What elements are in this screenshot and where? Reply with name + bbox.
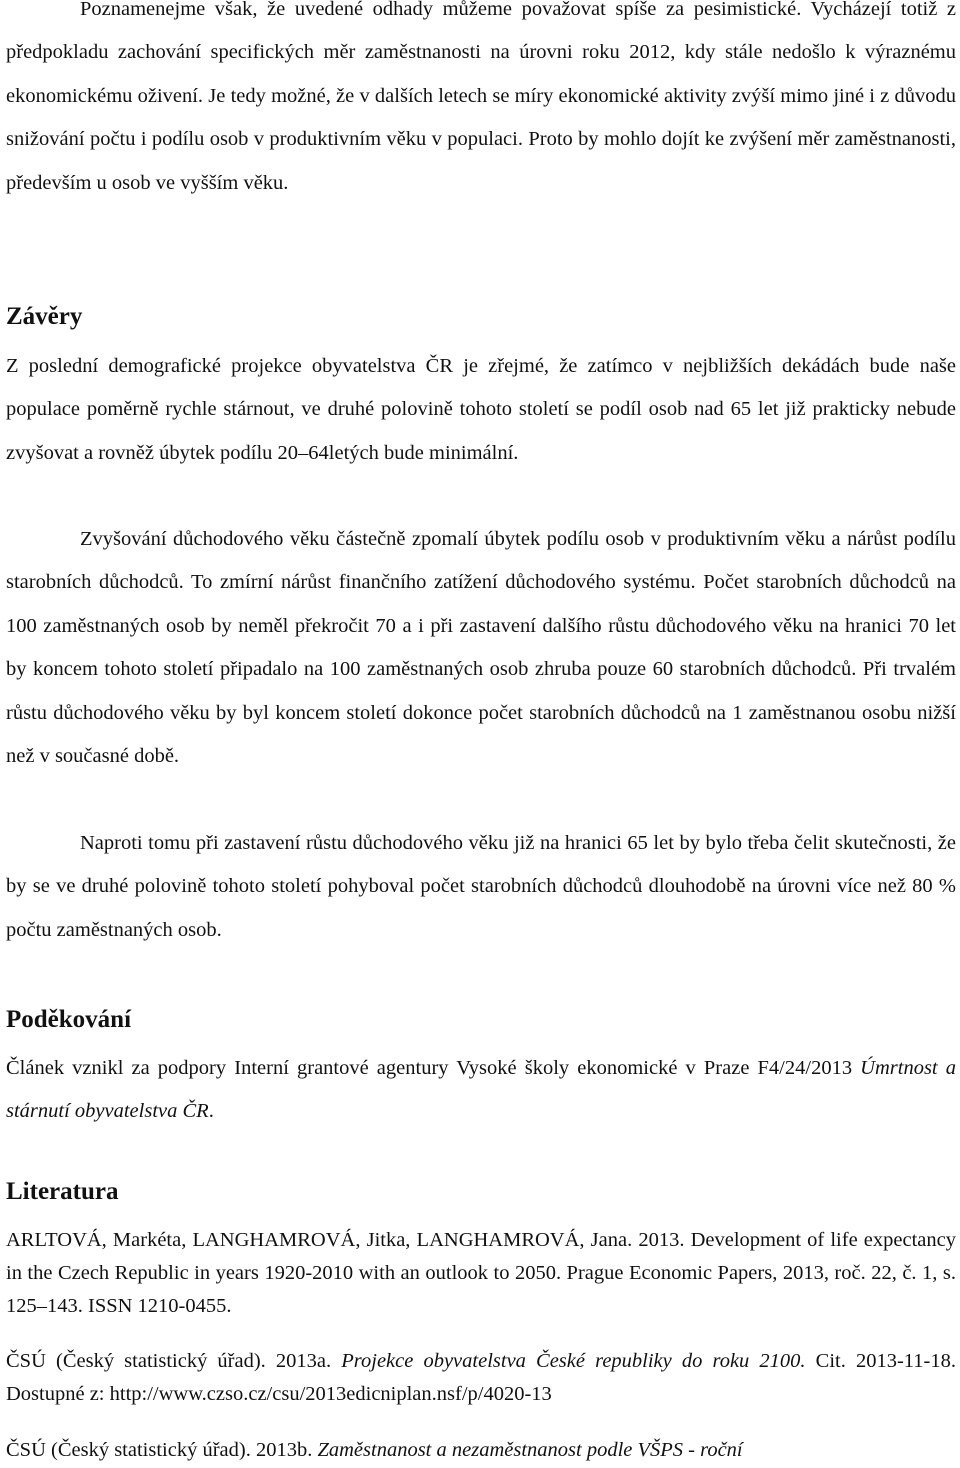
reference-text: ARLTOVÁ, Markéta, LANGHAMROVÁ, Jitka, LANGHAMROVÁ, Jana. 2013. Development of life expectancy in the Czech Republic in years 1920-2010 with an outlook to 2050. Prague Economic Papers, 2013, roč. 22, č. 1, s. 125–143. ISSN 1210-0455. [6,1229,956,1317]
intro-sentence-1: Poznamenejme však, že uvedené odhady můžeme považovat spíše za pesimistické. Vycházejí totiž z předpokladu zachování specifických měr zaměstnanosti na úrovni roku 2012, kdy stále nedošlo k výraznému ekonomickému oživení. [6,0,956,107]
reference-title: Zaměstnanost a nezaměstnanost podle VŠPS - roční [317,1439,743,1461]
acknowledgement-paragraph [6,1047,956,1134]
zavery-paragraph-2: Zvyšování důchodového věku částečně zpomalí úbytek podílu osob v produktivním věku a nárůst podílu starobních důchodců. To zmírní nárůst finančního zatížení důchodového systému. Počet starobních důchodců na 100 zaměstnaných osob by neměl překročit 70 a i při zastavení dalšího růstu důchodového věku na hranici 70 let by koncem tohoto století připadalo na 100 zaměstnaných osob zhruba pouze 60 starobních důchodců. Při trvalém růstu důchodového věku by byl koncem století dokonce počet starobních důchodců na 1 zaměstnanou osobu nižší než v současné době. [6,528,956,768]
reference-author: ČSÚ (Český statistický úřad). 2013a. [6,1350,342,1372]
zavery-paragraph-3: Naproti tomu při zastavení růstu důchodového věku již na hranici 65 let by bylo třeba čelit skutečnosti, že by se ve druhé polovině tohoto století pohyboval počet starobních důchodců dlouhodobě na úrovni více než 80 % počtu zaměstnaných osob. [6,832,956,941]
reference-author: ČSÚ (Český statistický úřad). 2013b. [6,1439,318,1461]
grant-title: Úmrtnost a stárnutí obyvatelstva ČR [6,1057,956,1123]
reference-item [6,1345,956,1411]
reference-title: Projekce obyvatelstva České republiky do roku 2100. [341,1350,806,1372]
reference-item [6,1434,956,1467]
section-heading-literatura: Literatura [6,1178,119,1205]
zavery-paragraph-1: Z poslední demografické projekce obyvatelstva ČR je zřejmé, že zatímco v nejbližších dekádách bude naše populace poměrně rychle stárnout, ve druhé polovině tohoto století se podíl osob nad 65 let již prakticky nebude zvyšovat a rovněž úbytek podílu 20–64letých bude minimální. [6,355,956,464]
section-heading-zavery: Závěry [6,303,83,330]
acknowledgement-text: Článek vznikl za podpory Interní grantové agentury Vysoké školy ekonomické v Praze F4/24/2013 [6,1057,861,1079]
acknowledgement-end: . [208,1100,214,1123]
reference-source: Cit. 2013-11-18. Dostupné z: http://www.czso.cz/csu/2013edicniplan.nsf/p/4020-13 [6,1350,956,1405]
intro-sentence-2: Je tedy možné, že v dalších letech se míry ekonomické aktivity zvýší mimo jiné i z důvodu snižování počtu i podílu osob v produktivním věku v populaci. Proto by mohlo dojít ke zvýšení měr zaměstnanosti, především u osob ve vyšším věku. [6,84,956,194]
intro-paragraph [6,0,956,205]
section-heading-podekovani: Poděkování [6,1006,132,1033]
reference-item [6,1224,956,1323]
